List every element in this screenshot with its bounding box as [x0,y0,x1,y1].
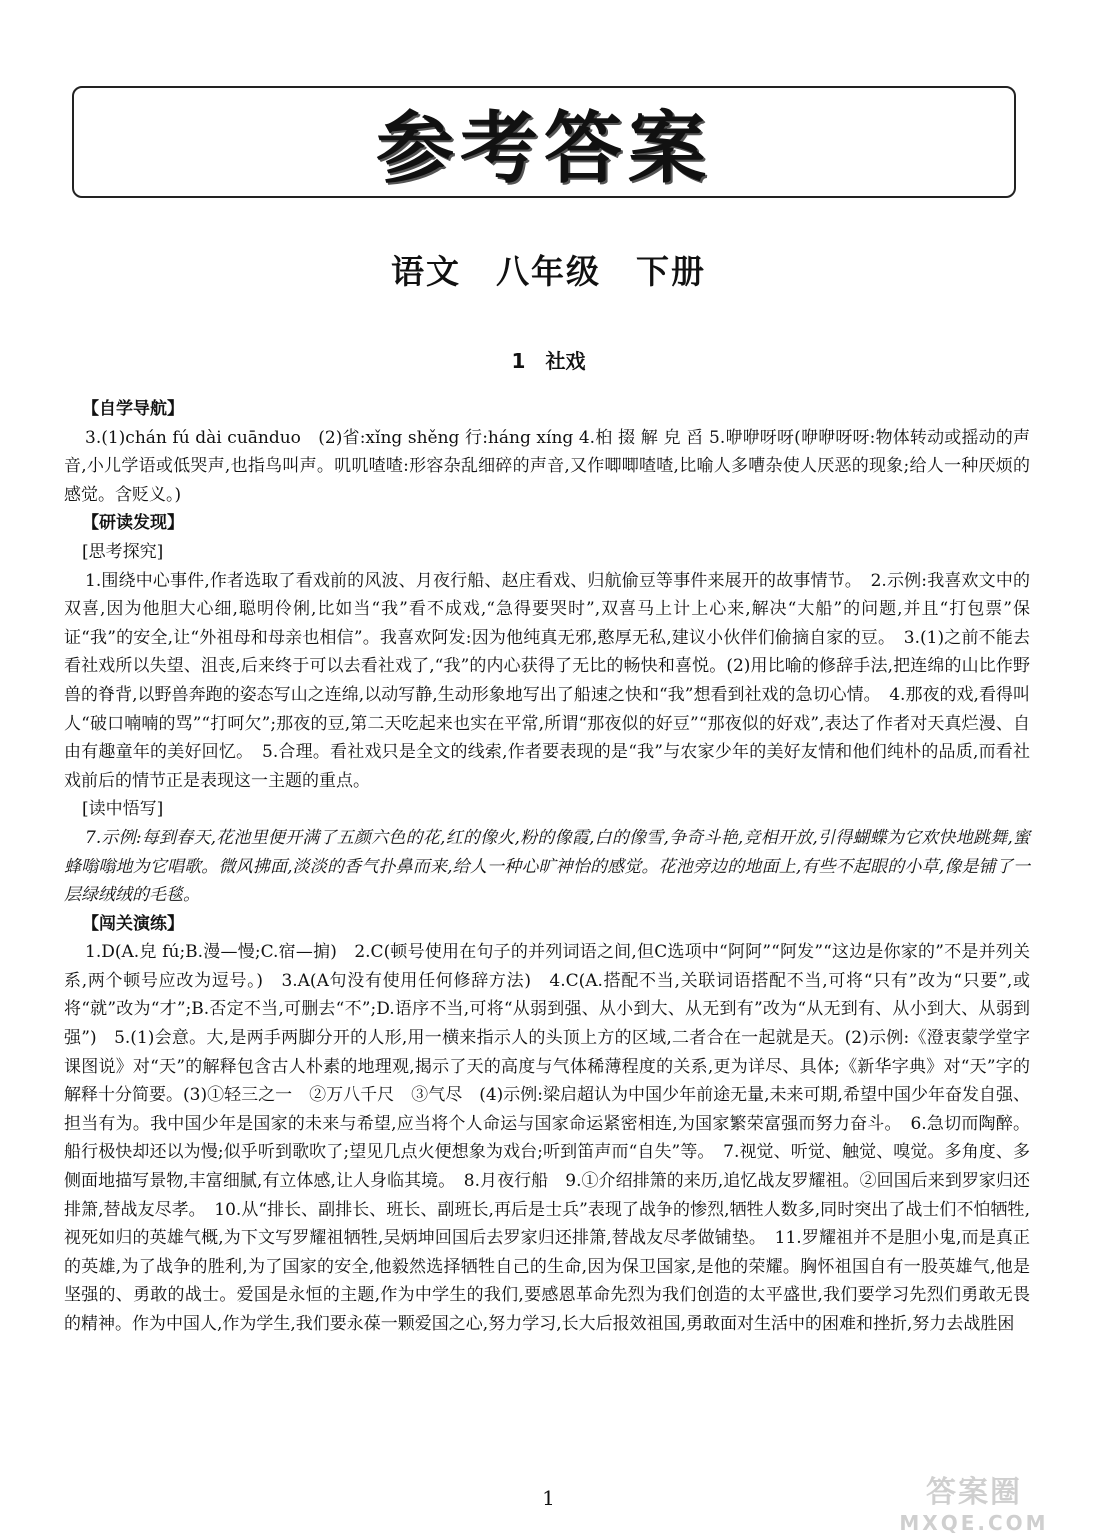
section-heading-self-study: 【自学导航】 [82,399,184,419]
section-heading-research: 【研读发现】 [82,513,184,534]
subject-heading: 语文 八年级 下册 [391,252,706,291]
title-box [72,86,1016,198]
watermark-url: MXQE.COM [899,1511,1049,1535]
subsection-heading-read: [读中悟写] [82,799,164,820]
page-title: 参考答案 [375,104,712,194]
answer-content [64,395,1030,1339]
practice-answers: 1.D(A.皃 fú;B.漫—慢;C.宿—掮) 2.C(顿号使用在句子的并列词语之间,但C选项中“阿阿”“阿发”“这边是你家的”不是并列关系,两个顿号应改为逗号。) 3.A(A句没有使用任何修辞方法) 4.C(A.搭配不当,关联词语搭配不当,可将“只有”改为“只要”,或将“就”改为“才”;B.否定不当,可删去“不”;D.语序不当,可将“从弱到强、从小到大、从无到有”改为“从无到有、从小到大、从弱到强”) 5.(1)会意。大,是两手两脚分开的人形,用一横来指示人的头顶上方的区域,二者合在一起就是天。(2)示例:《澄衷蒙学堂字课图说》对“天”的解释包含古人朴素的地理观,揭示了天的高度与气体稀薄程度的关系,更为详尽、具体;《新华字典》对“天”字的解释十分简要。(3)①轻三之一 ②万八千尺 ③气尽 (4)示例:梁启超认为中国少年前途无量,未来可期,希望中国少年奋发自强、担当有为。我中国少年是国家的未来与希望,应当将个人命运与国家命运紧密相连,为国家繁荣富强而努力奋斗。 6.急切而陶醉。船行极快却还以为慢;似乎听到歌吹了;望见几点火便想象为戏台;听到笛声而“自失”等。 7.视觉、听觉、触觉、嗅觉。多角度、多侧面地描写景物,丰富细腻,有立体感,让人身临其境。 8.月夜行船 9.①介绍排箫的来历,追忆战友罗耀祖。②回国后来到罗家归还排箫,替战友尽孝。 10.从“排长、副排长、班长、副班长,再后是士兵”表现了战争的惨烈,牺牲人数多,同时突出了战士们不怕牺牲,视死如归的英雄气概,为下文写罗耀祖牺牲,吴炳坤回国后去罗家归还排箫,替战友尽孝做铺垫。 11.罗耀祖并不是胆小鬼,而是真正的英雄,为了战争的胜利,为了国家的安全,他毅然选择牺牲自己的生命,因为保卫国家,是他的荣耀。胸怀祖国自有一股英雄气,他是坚强的、勇敢的战士。爱国是永恒的主题,作为中学生的我们,要感恩革命先烈为我们创造的太平盛世,我们要学习先烈们勇敢无畏的精神。作为中国人,作为学生,我们要永葆一颗爱国之心,努力学习,长大后报效祖国,勇敢面对生活中的困难和挫折,努力去战胜困 [64,942,1030,1334]
chapter-heading: 1 社戏 [511,349,586,373]
read-write-answers: 7.示例:每到春天,花池里便开满了五颜六色的花,红的像火,粉的像霞,白的像雪,争奇斗艳,竞相开放,引得蝴蝶为它欢快地跳舞,蜜蜂嗡嗡地为它唱歌。微风拂面,淡淡的香气扑鼻而来,给人一种心旷神怡的感觉。花池旁边的地面上,有些不起眼的小草,像是铺了一层绿绒绒的毛毯。 [64,827,1030,906]
think-answers: 1.围绕中心事件,作者选取了看戏前的风波、月夜行船、赵庄看戏、归航偷豆等事件来展开的故事情节。 2.示例:我喜欢文中的双喜,因为他胆大心细,聪明伶俐,比如当“我”看不成戏,“急得要哭时”,双喜马上计上心来,解决“大船”的问题,并且“打包票”保证“我”的安全,让“外祖母和母亲也相信”。我喜欢阿发:因为他纯真无邪,憨厚无私,建议小伙伴们偷摘自家的豆。 3.(1)之前不能去看社戏所以失望、沮丧,后来终于可以去看社戏了,“我”的内心获得了无比的畅快和喜悦。(2)用比喻的修辞手法,把连绵的山比作野兽的脊背,以野兽奔跑的姿态写山之连绵,以动写静,生动形象地写出了船速之快和“我”想看到社戏的急切心情。 4.那夜的戏,看得叫人“破口喃喃的骂”“打呵欠”;那夜的豆,第二天吃起来也实在平常,所谓“那夜似的好豆”“那夜似的好戏”,表达了作者对天真烂漫、自由有趣童年的美好回忆。 5.合理。看社戏只是全文的线索,作者要表现的是“我”与农家少年的美好友情和他们纯朴的品质,而看社戏前后的情节正是表现这一主题的重点。 [64,570,1030,791]
subsection-heading-think: [思考探究] [82,541,164,562]
section-heading-practice: 【闯关演练】 [82,913,184,934]
self-study-answers: 3.(1)chán fú dài cuānduo (2)省:xǐng shěng 行:háng xíng 4.桕 掇 解 皃 舀 5.咿咿呀呀(咿咿呀呀:物体转动或摇动的声音,小儿学语或低哭声,也指鸟叫声。叽叽喳喳:形容杂乱细碎的声音,又作唧唧喳喳,比喻人多嘈杂使人厌恶的现象;给人一种厌烦的感觉。含贬义。) [64,427,1030,505]
page-number: 1 [542,1486,555,1510]
watermark-logo: 答案圈 [926,1475,1022,1510]
watermark [879,1470,1069,1535]
